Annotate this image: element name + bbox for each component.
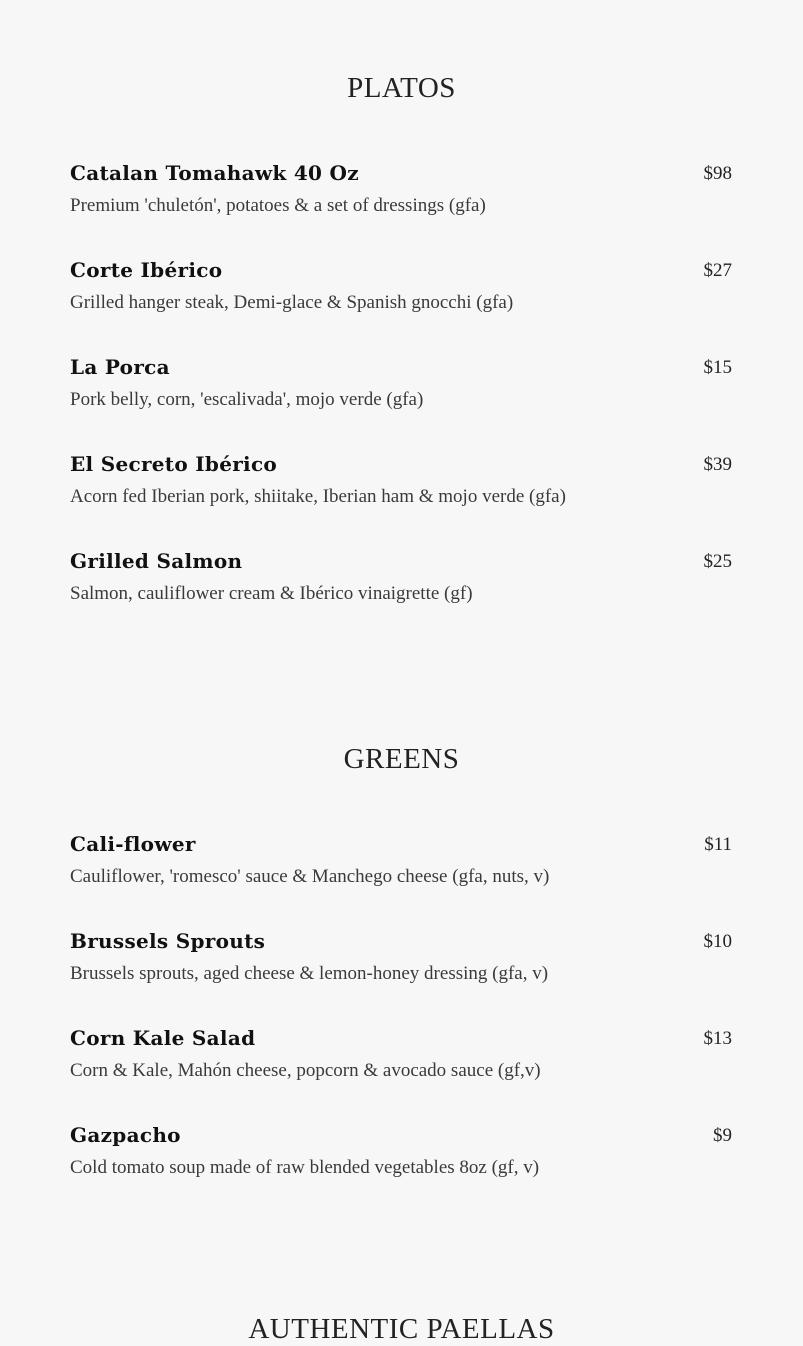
item-price: $98 — [703, 163, 732, 184]
item-name: El Secreto Ibérico — [70, 452, 278, 476]
menu-item — [70, 161, 732, 221]
item-name: La Porca — [70, 355, 170, 379]
item-price: $9 — [713, 1125, 732, 1146]
menu-item — [70, 1123, 732, 1183]
section-title-paellas: AUTHENTIC PAELLAS — [248, 1313, 555, 1345]
menu-item — [70, 832, 732, 892]
section-title-platos: PLATOS — [347, 72, 456, 104]
item-description: Premium 'chuletón', potatoes & a set of dressings (gfa) — [70, 195, 486, 216]
item-price: $39 — [703, 454, 732, 475]
item-description: Pork belly, corn, 'escalivada', mojo verde (gfa) — [70, 389, 424, 410]
item-description: Corn & Kale, Mahón cheese, popcorn & avocado sauce (gf,v) — [70, 1060, 541, 1081]
item-description: Acorn fed Iberian pork, shiitake, Iberian ham & mojo verde (gfa) — [70, 486, 566, 507]
section-title-greens: GREENS — [343, 743, 460, 775]
menu-item — [70, 258, 732, 318]
item-price: $25 — [703, 551, 732, 572]
item-price: $13 — [703, 1028, 732, 1049]
menu-item — [70, 355, 732, 415]
menu-item — [70, 929, 732, 989]
item-price: $11 — [704, 834, 732, 855]
menu-item — [70, 1026, 732, 1086]
item-name: Catalan Tomahawk 40 Oz — [70, 161, 359, 185]
item-description: Salmon, cauliflower cream & Ibérico vinaigrette (gf) — [70, 583, 473, 604]
item-price: $15 — [703, 357, 732, 378]
item-name: Gazpacho — [70, 1123, 181, 1147]
item-description: Grilled hanger steak, Demi-glace & Spanish gnocchi (gfa) — [70, 292, 514, 313]
item-price: $10 — [703, 931, 732, 952]
item-description: Brussels sprouts, aged cheese & lemon-honey dressing (gfa, v) — [70, 963, 549, 984]
item-price: $27 — [703, 260, 732, 281]
item-name: Cali-flower — [70, 832, 196, 856]
item-name: Corte Ibérico — [70, 258, 223, 282]
menu-item — [70, 452, 732, 512]
item-name: Corn Kale Salad — [70, 1026, 256, 1050]
menu-item — [70, 549, 732, 609]
item-description: Cold tomato soup made of raw blended vegetables 8oz (gf, v) — [70, 1157, 540, 1178]
item-name: Brussels Sprouts — [70, 929, 266, 953]
item-description: Cauliflower, 'romesco' sauce & Manchego cheese (gfa, nuts, v) — [70, 866, 550, 887]
item-name: Grilled Salmon — [70, 549, 243, 573]
